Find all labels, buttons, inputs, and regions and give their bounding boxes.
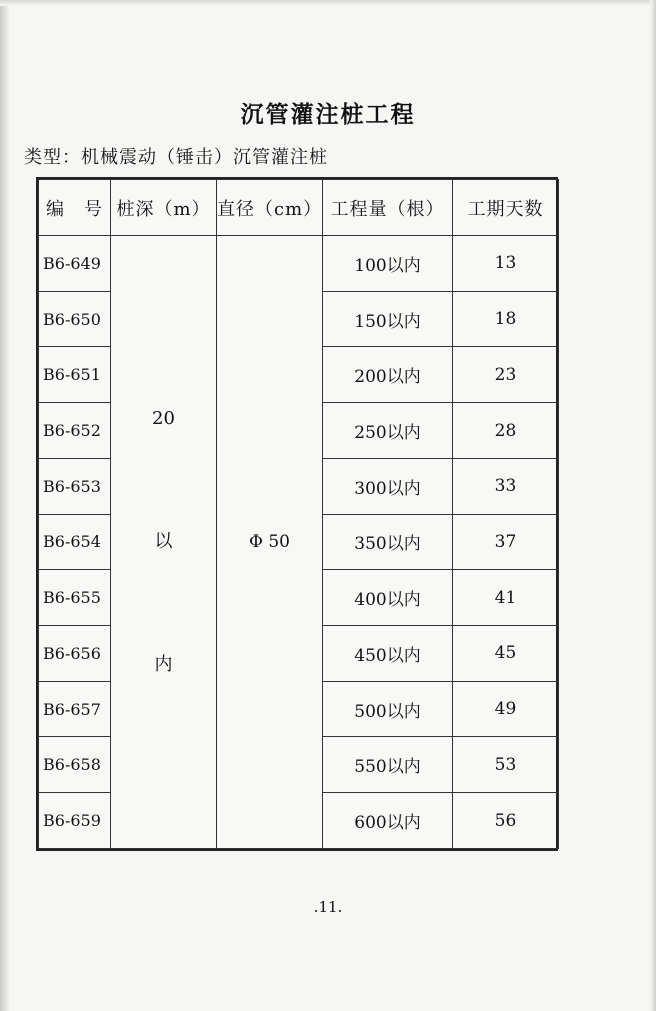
depth-text-part: 20	[152, 408, 175, 429]
depth-text-part: 以	[154, 530, 173, 552]
cell-code: B6-651	[39, 347, 111, 403]
cell-code: B6-649	[39, 236, 111, 292]
cell-quantity: 400以内	[323, 570, 453, 626]
cell-days: 13	[453, 236, 559, 292]
cell-quantity: 300以内	[323, 458, 453, 514]
table-body	[39, 236, 559, 849]
cell-quantity: 600以内	[323, 793, 453, 849]
page-edge-shadow-right	[650, 0, 656, 1011]
cell-quantity: 200以内	[323, 347, 453, 403]
cell-quantity: 350以内	[323, 514, 453, 570]
cell-code: B6-654	[39, 514, 111, 570]
cell-days: 53	[453, 737, 559, 793]
type-description: 类型：机械震动（锤击）沉管灌注桩	[24, 147, 328, 168]
header-days: 工期天数	[453, 180, 559, 236]
cell-quantity: 500以内	[323, 681, 453, 737]
cell-code: B6-659	[39, 793, 111, 849]
cell-quantity: 100以内	[323, 236, 453, 292]
header-code: 编 号	[39, 180, 111, 236]
header-depth: 桩深（m）	[111, 180, 217, 236]
cell-days: 23	[453, 347, 559, 403]
cell-days: 56	[453, 793, 559, 849]
cell-days: 28	[453, 403, 559, 459]
table-header-row	[39, 180, 559, 236]
cell-days: 33	[453, 458, 559, 514]
schedule-table	[38, 179, 559, 849]
depth-text-stack	[111, 408, 216, 676]
cell-days: 18	[453, 291, 559, 347]
header-quantity: 工程量（根）	[323, 180, 453, 236]
cell-depth-merged	[111, 236, 217, 849]
cell-days: 37	[453, 514, 559, 570]
page-edge-shadow	[0, 0, 10, 1011]
page-title: 沉管灌注桩工程	[240, 102, 416, 128]
cell-code: B6-655	[39, 570, 111, 626]
cell-code: B6-652	[39, 403, 111, 459]
cell-code: B6-657	[39, 681, 111, 737]
cell-days: 45	[453, 626, 559, 682]
schedule-table-container	[36, 177, 558, 851]
cell-quantity: 150以内	[323, 291, 453, 347]
header-diameter: 直径（cm）	[217, 180, 323, 236]
cell-quantity: 550以内	[323, 737, 453, 793]
cell-code: B6-653	[39, 458, 111, 514]
table-row	[39, 236, 559, 292]
cell-days: 49	[453, 681, 559, 737]
cell-diameter-merged: Φ 50	[217, 236, 323, 849]
cell-code: B6-650	[39, 291, 111, 347]
cell-days: 41	[453, 570, 559, 626]
cell-quantity: 450以内	[323, 626, 453, 682]
depth-text-part: 内	[154, 654, 173, 675]
cell-code: B6-658	[39, 737, 111, 793]
page-number: .11.	[313, 898, 343, 916]
cell-quantity: 250以内	[323, 403, 453, 459]
page-edge-shadow-top	[0, 0, 656, 6]
cell-code: B6-656	[39, 626, 111, 682]
